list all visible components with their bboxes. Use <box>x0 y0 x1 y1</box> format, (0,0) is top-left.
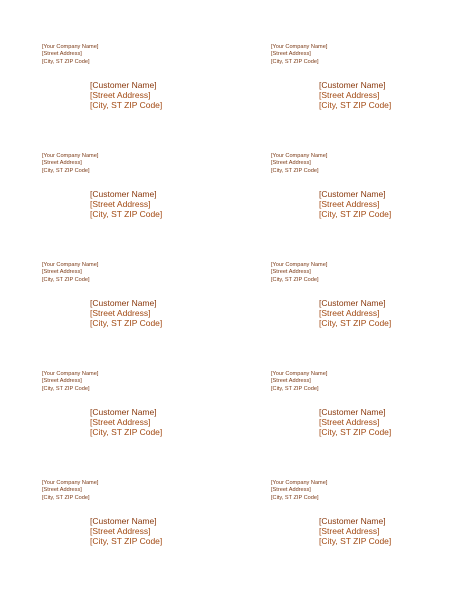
return-street: [Street Address] <box>271 487 311 494</box>
return-street: [Street Address] <box>271 378 311 385</box>
recipient-city: [City, ST ZIP Code] <box>319 426 392 437</box>
recipient-city: [City, ST ZIP Code] <box>90 99 163 110</box>
return-street: [Street Address] <box>42 487 82 494</box>
recipient-address <box>319 190 391 219</box>
label-7 <box>42 371 262 471</box>
label-8 <box>271 371 464 471</box>
return-address <box>271 262 327 284</box>
customer-name: [Customer Name] <box>90 80 157 90</box>
recipient-street: [Street Address] <box>90 89 151 100</box>
company-name: [Your Company Name] <box>271 153 328 159</box>
company-name: [Your Company Name] <box>42 44 99 50</box>
company-name: [Your Company Name] <box>271 44 328 50</box>
label-2 <box>271 44 464 144</box>
customer-name: [Customer Name] <box>90 298 157 308</box>
customer-name: [Customer Name] <box>90 189 157 199</box>
return-city: [City, ST ZIP Code] <box>42 58 90 65</box>
recipient-address <box>90 299 162 328</box>
recipient-street: [Street Address] <box>319 416 380 427</box>
return-street: [Street Address] <box>42 269 82 276</box>
return-address <box>42 480 98 502</box>
return-city: [City, ST ZIP Code] <box>271 167 319 174</box>
customer-name: [Customer Name] <box>319 298 386 308</box>
recipient-address <box>90 408 162 437</box>
recipient-city: [City, ST ZIP Code] <box>319 99 392 110</box>
company-name: [Your Company Name] <box>42 153 99 159</box>
recipient-address <box>319 517 391 546</box>
return-address <box>271 153 327 175</box>
recipient-city: [City, ST ZIP Code] <box>90 535 163 546</box>
return-address <box>42 153 98 175</box>
recipient-street: [Street Address] <box>90 525 151 536</box>
recipient-address <box>90 190 162 219</box>
recipient-city: [City, ST ZIP Code] <box>90 426 163 437</box>
customer-name: [Customer Name] <box>319 80 386 90</box>
return-city: [City, ST ZIP Code] <box>42 385 90 392</box>
recipient-street: [Street Address] <box>90 198 151 209</box>
label-6 <box>271 262 464 362</box>
label-10 <box>271 480 464 580</box>
recipient-city: [City, ST ZIP Code] <box>319 535 392 546</box>
recipient-street: [Street Address] <box>319 89 380 100</box>
recipient-street: [Street Address] <box>319 525 380 536</box>
recipient-city: [City, ST ZIP Code] <box>90 317 163 328</box>
return-city: [City, ST ZIP Code] <box>271 385 319 392</box>
return-city: [City, ST ZIP Code] <box>42 167 90 174</box>
recipient-address <box>319 299 391 328</box>
return-city: [City, ST ZIP Code] <box>42 276 90 283</box>
return-city: [City, ST ZIP Code] <box>271 58 319 65</box>
recipient-address <box>90 81 162 110</box>
return-city: [City, ST ZIP Code] <box>271 276 319 283</box>
return-city: [City, ST ZIP Code] <box>42 494 90 501</box>
customer-name: [Customer Name] <box>319 407 386 417</box>
return-street: [Street Address] <box>271 51 311 58</box>
return-address <box>42 371 98 393</box>
company-name: [Your Company Name] <box>271 480 328 486</box>
return-street: [Street Address] <box>271 269 311 276</box>
recipient-street: [Street Address] <box>319 307 380 318</box>
recipient-address <box>319 408 391 437</box>
return-address <box>271 480 327 502</box>
return-address <box>271 44 327 66</box>
label-5 <box>42 262 262 362</box>
label-4 <box>271 153 464 253</box>
return-street: [Street Address] <box>42 378 82 385</box>
recipient-city: [City, ST ZIP Code] <box>319 208 392 219</box>
recipient-address <box>319 81 391 110</box>
return-city: [City, ST ZIP Code] <box>271 494 319 501</box>
customer-name: [Customer Name] <box>319 189 386 199</box>
return-address <box>42 44 98 66</box>
label-9 <box>42 480 262 580</box>
return-street: [Street Address] <box>42 51 82 58</box>
recipient-street: [Street Address] <box>90 307 151 318</box>
customer-name: [Customer Name] <box>90 407 157 417</box>
return-address <box>42 262 98 284</box>
return-street: [Street Address] <box>271 160 311 167</box>
company-name: [Your Company Name] <box>42 262 99 268</box>
recipient-city: [City, ST ZIP Code] <box>319 317 392 328</box>
company-name: [Your Company Name] <box>271 371 328 377</box>
return-address <box>271 371 327 393</box>
recipient-street: [Street Address] <box>319 198 380 209</box>
company-name: [Your Company Name] <box>42 371 99 377</box>
company-name: [Your Company Name] <box>271 262 328 268</box>
recipient-city: [City, ST ZIP Code] <box>90 208 163 219</box>
company-name: [Your Company Name] <box>42 480 99 486</box>
label-3 <box>42 153 262 253</box>
recipient-address <box>90 517 162 546</box>
customer-name: [Customer Name] <box>319 516 386 526</box>
label-1 <box>42 44 262 144</box>
return-street: [Street Address] <box>42 160 82 167</box>
customer-name: [Customer Name] <box>90 516 157 526</box>
recipient-street: [Street Address] <box>90 416 151 427</box>
